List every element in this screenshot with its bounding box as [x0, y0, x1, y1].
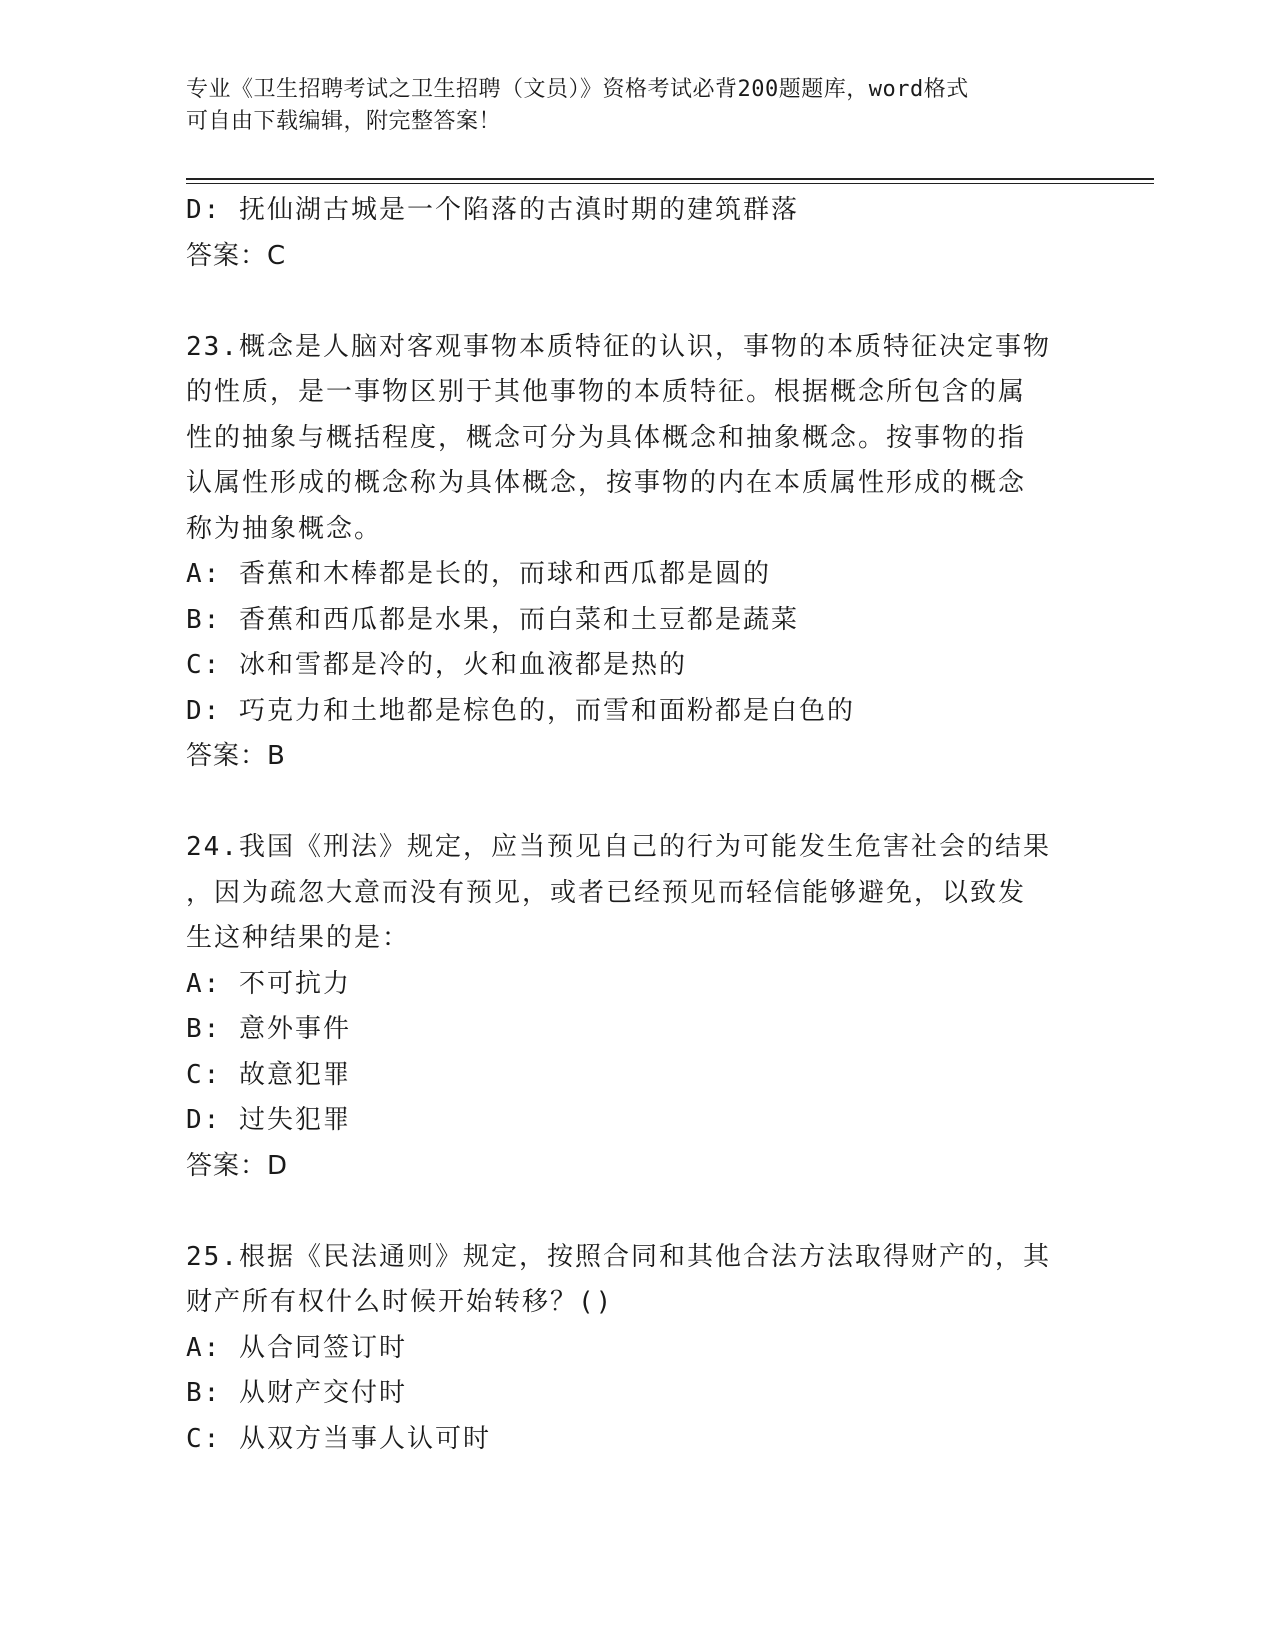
spacer	[186, 1189, 1086, 1235]
question-23-stem-line: 称为抽象概念。	[186, 513, 383, 544]
question-25-stem-line: 财产所有权什么时候开始转移？()	[186, 1287, 614, 1317]
header-title-line-2: 可自由下载编辑，附完整答案！	[186, 109, 502, 134]
question-24-answer: 答案：D	[186, 1150, 289, 1181]
question-24-option-b: B: 意外事件	[186, 1014, 351, 1044]
question-22-answer: 答案：C	[186, 240, 287, 271]
question-23-stem-line: 的性质，是一事物区别于其他事物的本质特征。根据概念所包含的属	[186, 377, 1027, 407]
question-22-tail	[186, 188, 1086, 279]
spacer	[186, 279, 1086, 325]
question-24-option-d: D: 过失犯罪	[186, 1105, 351, 1135]
question-23	[186, 325, 1086, 780]
question-23-stem-line: 性的抽象与概括程度，概念可分为具体概念和抽象概念。按事物的指	[186, 422, 1027, 453]
question-23-stem-line: 23.概念是人脑对客观事物本质特征的认识，事物的本质特征决定事物	[186, 331, 1051, 362]
question-25-option-c: C: 从双方当事人认可时	[186, 1423, 491, 1454]
question-24-option-c: C: 故意犯罪	[186, 1059, 351, 1090]
question-24-stem-line: 24.我国《刑法》规定，应当预见自己的行为可能发生危害社会的结果	[186, 832, 1051, 862]
question-25-option-b: B: 从财产交付时	[186, 1378, 407, 1408]
question-24-stem-line: ，因为疏忽大意而没有预见，或者已经预见而轻信能够避免，以致发	[186, 877, 1027, 908]
header-divider	[186, 178, 1154, 184]
question-25-stem-line: 25.根据《民法通则》规定，按照合同和其他合法方法取得财产的，其	[186, 1241, 1051, 1272]
question-24	[186, 825, 1086, 1189]
question-23-option-c: C: 冰和雪都是冷的，火和血液都是热的	[186, 650, 687, 680]
question-23-option-a: A: 香蕉和木棒都是长的，而球和西瓜都是圆的	[186, 559, 771, 589]
question-23-option-b: B: 香蕉和西瓜都是水果，而白菜和土豆都是蔬菜	[186, 604, 799, 635]
question-23-stem-line: 认属性形成的概念称为具体概念，按事物的内在本质属性形成的概念	[186, 468, 1027, 498]
question-24-stem-line: 生这种结果的是：	[186, 923, 411, 953]
question-25-option-a: A: 从合同签订时	[186, 1332, 407, 1363]
header-title-line-1: 专业《卫生招聘考试之卫生招聘（文员）》资格考试必背200题题库，word格式	[186, 77, 969, 102]
spacer	[186, 780, 1086, 826]
question-22-option-d: D: 抚仙湖古城是一个陷落的古滇时期的建筑群落	[186, 195, 799, 225]
question-25	[186, 1235, 1086, 1463]
question-23-answer: 答案：B	[186, 741, 286, 771]
document-header	[186, 74, 1066, 138]
question-24-option-a: A: 不可抗力	[186, 968, 351, 999]
question-23-option-d: D: 巧克力和土地都是棕色的，而雪和面粉都是白色的	[186, 695, 855, 726]
document-body	[186, 188, 1086, 1462]
